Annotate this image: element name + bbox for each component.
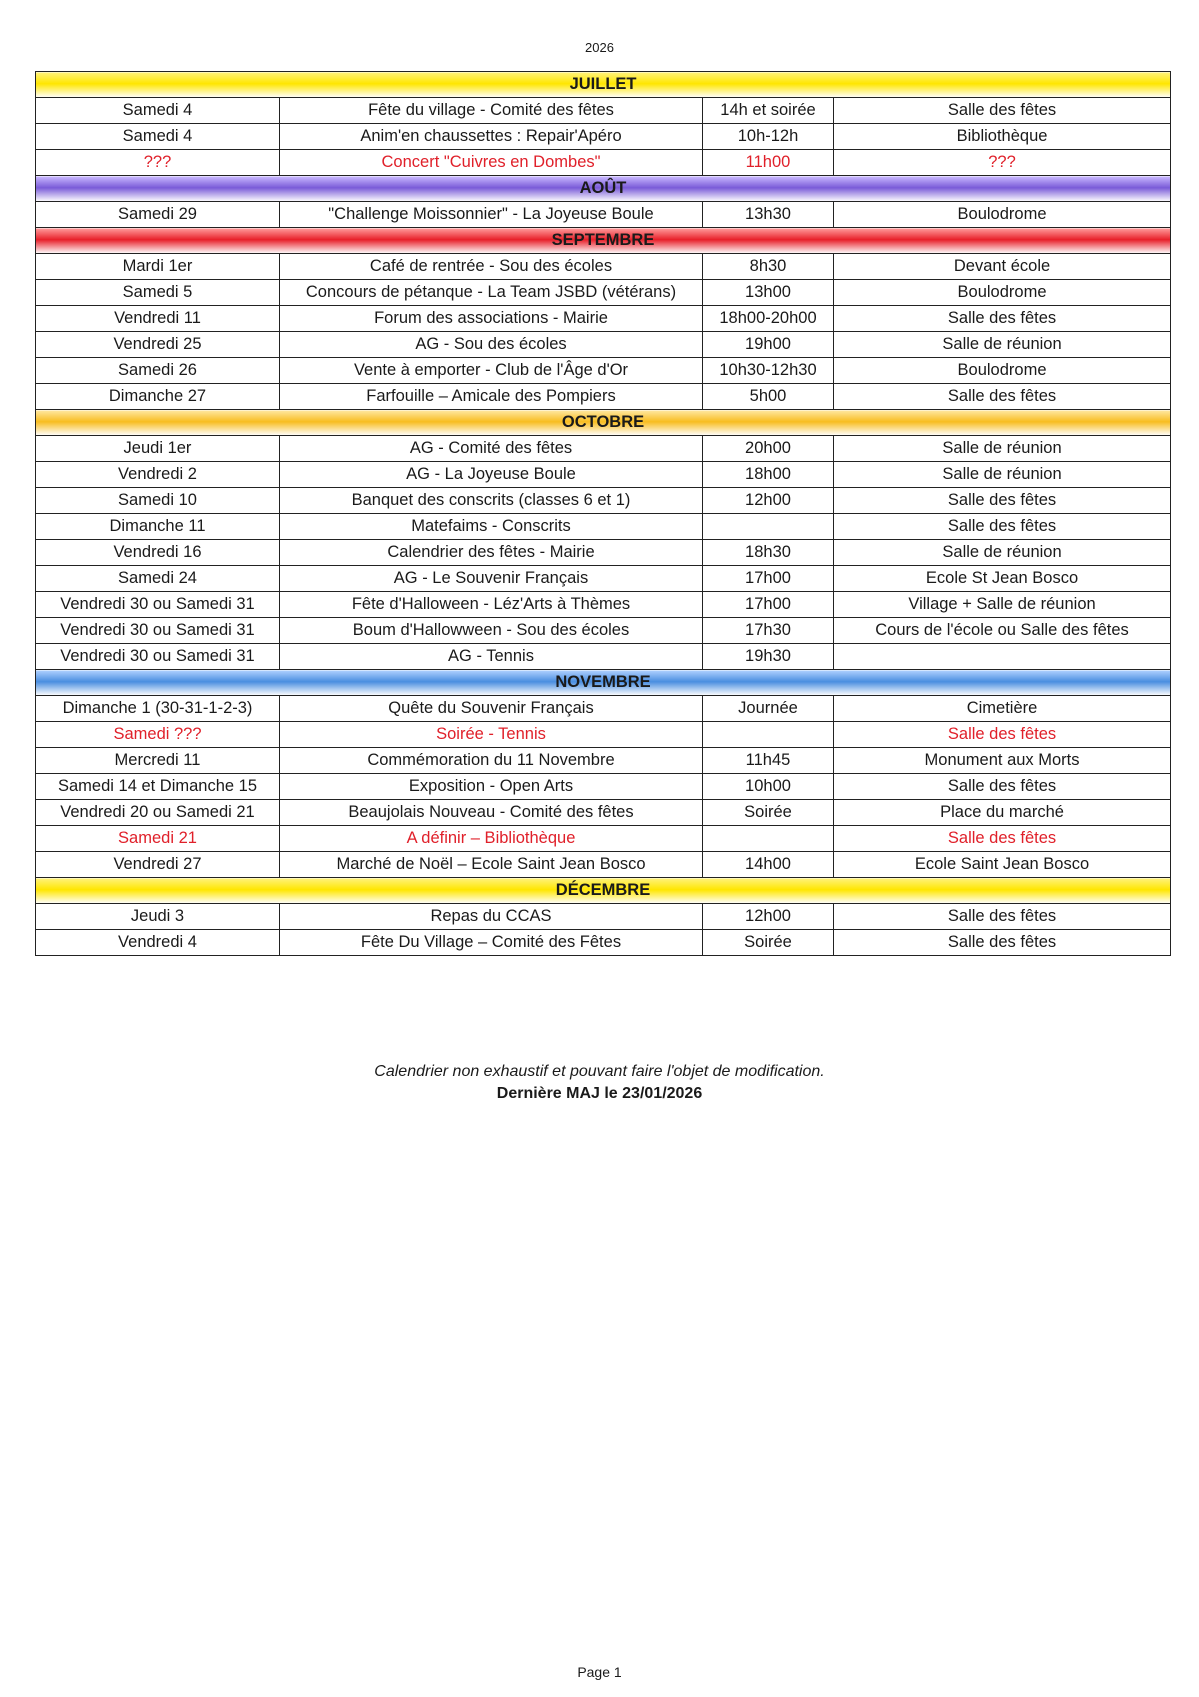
events-calendar-table: [35, 71, 1171, 956]
event-date: Vendredi 25: [36, 332, 280, 358]
month-name: JUILLET: [36, 72, 1171, 98]
event-name: Fête Du Village – Comité des Fêtes: [280, 930, 703, 956]
event-row: [36, 254, 1171, 280]
event-place: Cours de l'école ou Salle des fêtes: [834, 618, 1171, 644]
event-name: Soirée - Tennis: [280, 722, 703, 748]
event-place: Salle de réunion: [834, 332, 1171, 358]
event-name: Concert "Cuivres en Dombes": [280, 150, 703, 176]
document-year: 2026: [585, 40, 614, 55]
event-name: Calendrier des fêtes - Mairie: [280, 540, 703, 566]
event-time: 12h00: [703, 488, 834, 514]
event-row: [36, 930, 1171, 956]
event-row: [36, 618, 1171, 644]
event-name: AG - Le Souvenir Français: [280, 566, 703, 592]
event-row: [36, 202, 1171, 228]
event-time: Soirée: [703, 930, 834, 956]
event-date: Vendredi 30 ou Samedi 31: [36, 592, 280, 618]
event-row: [36, 436, 1171, 462]
event-place: [834, 644, 1171, 670]
event-date: Jeudi 3: [36, 904, 280, 930]
event-time: 12h00: [703, 904, 834, 930]
event-row: [36, 358, 1171, 384]
event-place: Bibliothèque: [834, 124, 1171, 150]
event-place: Village + Salle de réunion: [834, 592, 1171, 618]
event-date: Dimanche 1 (30-31-1-2-3): [36, 696, 280, 722]
event-row: [36, 488, 1171, 514]
month-header: [36, 72, 1171, 98]
event-place: Salle des fêtes: [834, 904, 1171, 930]
event-name: Commémoration du 11 Novembre: [280, 748, 703, 774]
event-name: "Challenge Moissonnier" - La Joyeuse Boule: [280, 202, 703, 228]
event-time: 5h00: [703, 384, 834, 410]
event-date: Vendredi 30 ou Samedi 31: [36, 644, 280, 670]
month-name: NOVEMBRE: [36, 670, 1171, 696]
month-header: [36, 176, 1171, 202]
event-place: Cimetière: [834, 696, 1171, 722]
event-date: Vendredi 2: [36, 462, 280, 488]
event-time: 17h00: [703, 592, 834, 618]
event-place: Salle des fêtes: [834, 98, 1171, 124]
event-row: [36, 306, 1171, 332]
event-place: Boulodrome: [834, 358, 1171, 384]
event-date: Vendredi 4: [36, 930, 280, 956]
event-row: [36, 696, 1171, 722]
event-name: Marché de Noël – Ecole Saint Jean Bosco: [280, 852, 703, 878]
page-number: Page 1: [577, 1664, 622, 1680]
month-name: DÉCEMBRE: [36, 878, 1171, 904]
event-row: [36, 384, 1171, 410]
event-place: Salle des fêtes: [834, 384, 1171, 410]
event-name: A définir – Bibliothèque: [280, 826, 703, 852]
last-update: Dernière MAJ le 23/01/2026: [496, 1085, 703, 1102]
event-row: [36, 722, 1171, 748]
event-date: Samedi 4: [36, 124, 280, 150]
event-row: [36, 800, 1171, 826]
event-time: 18h00: [703, 462, 834, 488]
event-row: [36, 566, 1171, 592]
month-header: [36, 670, 1171, 696]
event-place: Salle de réunion: [834, 436, 1171, 462]
event-name: Farfouille – Amicale des Pompiers: [280, 384, 703, 410]
event-name: Exposition - Open Arts: [280, 774, 703, 800]
event-row: [36, 826, 1171, 852]
event-place: Boulodrome: [834, 202, 1171, 228]
event-name: Café de rentrée - Sou des écoles: [280, 254, 703, 280]
event-name: Concours de pétanque - La Team JSBD (vétérans): [280, 280, 703, 306]
month-name: AOÛT: [36, 176, 1171, 202]
event-place: Monument aux Morts: [834, 748, 1171, 774]
event-date: Samedi 10: [36, 488, 280, 514]
event-date: Samedi ???: [36, 722, 280, 748]
event-time: 18h00-20h00: [703, 306, 834, 332]
event-row: [36, 514, 1171, 540]
event-time: 13h00: [703, 280, 834, 306]
event-row: [36, 852, 1171, 878]
event-row: [36, 644, 1171, 670]
event-row: [36, 332, 1171, 358]
event-place: ???: [834, 150, 1171, 176]
event-row: [36, 540, 1171, 566]
event-time: 10h30-12h30: [703, 358, 834, 384]
event-name: Fête du village - Comité des fêtes: [280, 98, 703, 124]
event-date: Samedi 26: [36, 358, 280, 384]
event-row: [36, 592, 1171, 618]
event-place: Salle des fêtes: [834, 488, 1171, 514]
event-row: [36, 462, 1171, 488]
event-row: [36, 774, 1171, 800]
event-time: 19h00: [703, 332, 834, 358]
event-place: Salle des fêtes: [834, 722, 1171, 748]
event-place: Salle de réunion: [834, 462, 1171, 488]
event-date: Vendredi 16: [36, 540, 280, 566]
event-name: Repas du CCAS: [280, 904, 703, 930]
event-time: 10h-12h: [703, 124, 834, 150]
event-name: Anim'en chaussettes : Repair'Apéro: [280, 124, 703, 150]
event-time: 20h00: [703, 436, 834, 462]
event-place: Ecole St Jean Bosco: [834, 566, 1171, 592]
event-time: 19h30: [703, 644, 834, 670]
event-place: Salle des fêtes: [834, 774, 1171, 800]
month-header: [36, 228, 1171, 254]
event-place: Boulodrome: [834, 280, 1171, 306]
event-time: Journée: [703, 696, 834, 722]
event-row: [36, 904, 1171, 930]
event-place: Ecole Saint Jean Bosco: [834, 852, 1171, 878]
event-time: 13h30: [703, 202, 834, 228]
event-date: ???: [36, 150, 280, 176]
event-date: Dimanche 11: [36, 514, 280, 540]
event-place: Salle des fêtes: [834, 306, 1171, 332]
calendar-body: [36, 72, 1171, 956]
event-row: [36, 280, 1171, 306]
event-row: [36, 748, 1171, 774]
event-date: Vendredi 30 ou Samedi 31: [36, 618, 280, 644]
event-name: Quête du Souvenir Français: [280, 696, 703, 722]
month-header: [36, 410, 1171, 436]
event-name: Beaujolais Nouveau - Comité des fêtes: [280, 800, 703, 826]
event-time: [703, 722, 834, 748]
event-name: AG - Tennis: [280, 644, 703, 670]
event-row: [36, 150, 1171, 176]
event-place: Salle des fêtes: [834, 514, 1171, 540]
event-place: Devant école: [834, 254, 1171, 280]
event-date: Vendredi 11: [36, 306, 280, 332]
disclaimer-note: Calendrier non exhaustif et pouvant faire l'objet de modification.: [374, 1063, 825, 1080]
event-time: Soirée: [703, 800, 834, 826]
event-time: 11h45: [703, 748, 834, 774]
event-date: Mercredi 11: [36, 748, 280, 774]
month-header: [36, 878, 1171, 904]
event-time: 10h00: [703, 774, 834, 800]
event-time: 18h30: [703, 540, 834, 566]
event-date: Samedi 14 et Dimanche 15: [36, 774, 280, 800]
event-time: 14h et soirée: [703, 98, 834, 124]
event-row: [36, 124, 1171, 150]
event-time: [703, 514, 834, 540]
event-place: Salle des fêtes: [834, 826, 1171, 852]
event-place: Place du marché: [834, 800, 1171, 826]
event-time: 14h00: [703, 852, 834, 878]
event-time: 17h00: [703, 566, 834, 592]
event-name: Fête d'Halloween - Léz'Arts à Thèmes: [280, 592, 703, 618]
event-date: Samedi 24: [36, 566, 280, 592]
event-date: Jeudi 1er: [36, 436, 280, 462]
month-name: SEPTEMBRE: [36, 228, 1171, 254]
event-name: Banquet des conscrits (classes 6 et 1): [280, 488, 703, 514]
event-date: Samedi 21: [36, 826, 280, 852]
event-name: Forum des associations - Mairie: [280, 306, 703, 332]
event-date: Samedi 5: [36, 280, 280, 306]
event-name: AG - Comité des fêtes: [280, 436, 703, 462]
event-place: Salle des fêtes: [834, 930, 1171, 956]
month-name: OCTOBRE: [36, 410, 1171, 436]
event-date: Samedi 29: [36, 202, 280, 228]
event-time: 8h30: [703, 254, 834, 280]
event-row: [36, 98, 1171, 124]
event-name: AG - Sou des écoles: [280, 332, 703, 358]
event-date: Vendredi 20 ou Samedi 21: [36, 800, 280, 826]
event-date: Dimanche 27: [36, 384, 280, 410]
event-date: Samedi 4: [36, 98, 280, 124]
event-name: Boum d'Hallowween - Sou des écoles: [280, 618, 703, 644]
event-name: Matefaims - Conscrits: [280, 514, 703, 540]
event-name: AG - La Joyeuse Boule: [280, 462, 703, 488]
event-place: Salle de réunion: [834, 540, 1171, 566]
event-time: 11h00: [703, 150, 834, 176]
event-time: [703, 826, 834, 852]
event-date: Mardi 1er: [36, 254, 280, 280]
event-date: Vendredi 27: [36, 852, 280, 878]
event-time: 17h30: [703, 618, 834, 644]
event-name: Vente à emporter - Club de l'Âge d'Or: [280, 358, 703, 384]
